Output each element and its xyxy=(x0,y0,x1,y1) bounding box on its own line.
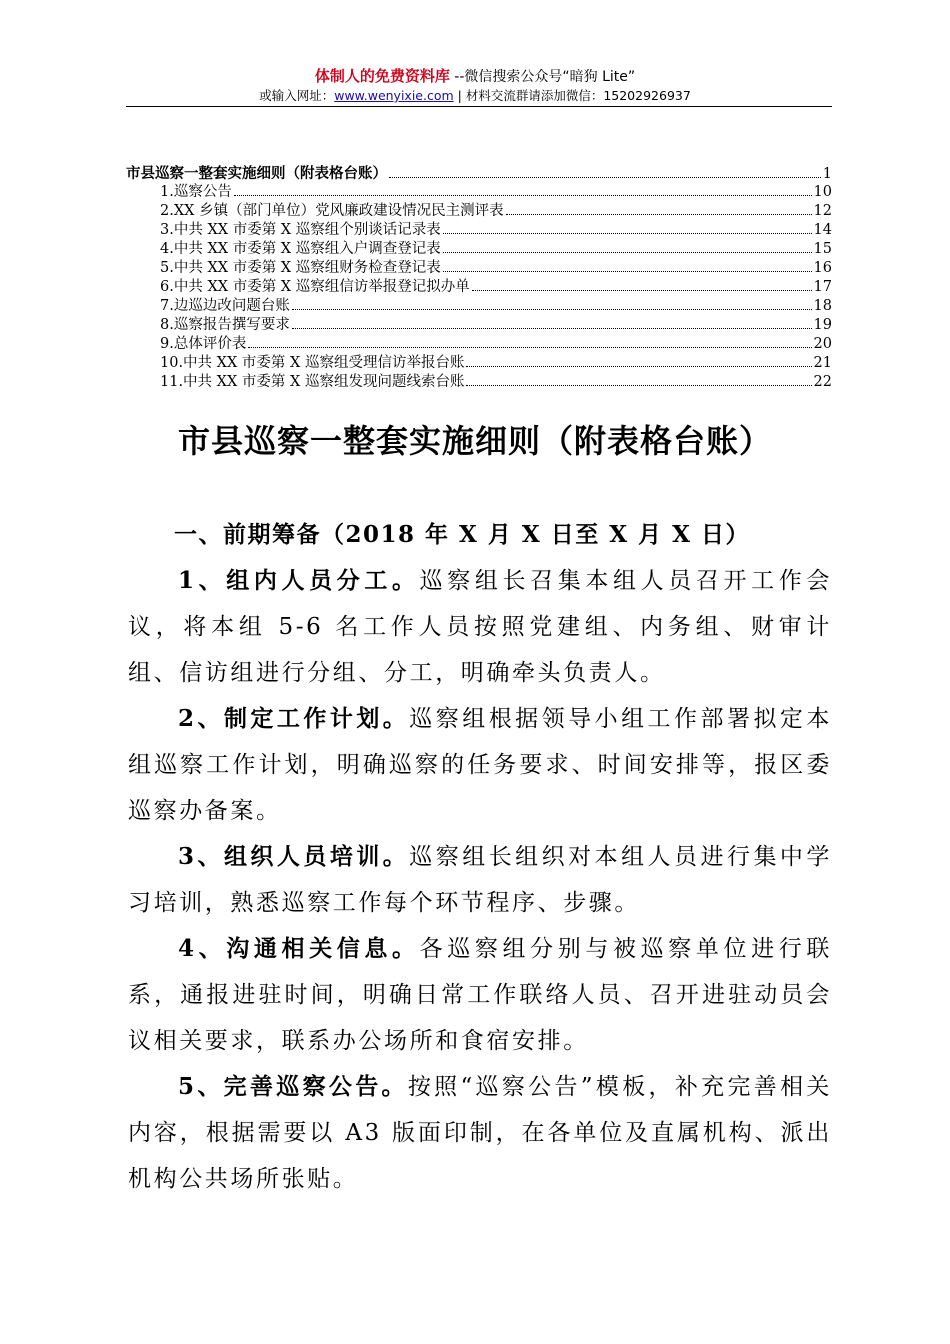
toc-leader xyxy=(234,195,812,196)
paragraph-lead: 2、制定工作计划。 xyxy=(178,705,410,732)
header-divider xyxy=(126,106,832,107)
toc-entry-title: 9.总体评价表 xyxy=(160,336,247,352)
body-paragraph xyxy=(128,1064,832,1202)
document-title: 市县巡察一整套实施细则（附表格台账） xyxy=(177,422,772,460)
toc-entry-page: 18 xyxy=(813,298,832,314)
toc-leader xyxy=(389,177,821,178)
toc-entry-page: 19 xyxy=(813,317,832,333)
toc-entry-title: 7.边巡边改问题台账 xyxy=(160,298,290,314)
toc-entry[interactable] xyxy=(126,316,832,335)
paragraph-text: 按照“巡察公告”模板，补充完善相关内容，根据需要以 A3 版面印制，在各单位及直属机构、派出机构公共场所张贴。 xyxy=(128,1074,833,1192)
toc-leader xyxy=(248,347,811,348)
toc-leader xyxy=(292,309,812,310)
toc-entry-title: 2.XX 乡镇（部门单位）党风廉政建设情况民主测评表 xyxy=(160,203,504,219)
header-url-link[interactable]: www.wenyixie.com xyxy=(334,88,454,103)
toc-leader xyxy=(443,271,812,272)
paragraph-text: 巡察组根据领导小组工作部署拟定本组巡察工作计划，明确巡察的任务要求、时间安排等，报区委巡察办备案。 xyxy=(128,706,832,824)
paragraph-text: 巡察组长组织对本组人员进行集中学习培训，熟悉巡察工作每个环节程序、步骤。 xyxy=(128,844,832,916)
toc-leader xyxy=(443,233,812,234)
toc-entry-page: 21 xyxy=(813,355,832,371)
toc-entry-title: 11.中共 XX 市委第 X 巡察组发现问题线索台账 xyxy=(160,374,465,390)
toc-entry-page: 20 xyxy=(813,336,832,352)
toc-entry-title: 市县巡察一整套实施细则（附表格台账） xyxy=(126,165,387,182)
table-of-contents xyxy=(126,164,832,392)
toc-entry[interactable] xyxy=(126,354,832,373)
toc-entry-page: 15 xyxy=(813,241,832,257)
toc-entry[interactable] xyxy=(126,297,832,316)
toc-leader xyxy=(466,366,811,367)
toc-entry-title: 3.中共 XX 市委第 X 巡察组个别谈话记录表 xyxy=(160,222,441,238)
page-header xyxy=(0,66,950,105)
toc-leader xyxy=(472,290,812,291)
paragraph-lead: 1、组内人员分工。 xyxy=(178,567,420,594)
toc-entry-title: 10.中共 XX 市委第 X 巡察组受理信访举报台账 xyxy=(160,355,465,371)
header-banner xyxy=(0,66,950,87)
toc-entry[interactable] xyxy=(126,202,832,221)
toc-entry[interactable] xyxy=(126,278,832,297)
toc-leader xyxy=(466,385,811,386)
toc-entry-title: 6.中共 XX 市委第 X 巡察组信访举报登记拟办单 xyxy=(160,279,470,295)
paragraph-text: 巡察组长召集本组人员召开工作会议，将本组 5-6 名工作人员按照党建组、内务组、财审计组、信访组进行分组、分工，明确牵头负责人。 xyxy=(128,568,833,686)
header-contact-suffix: | 材料交流群请添加微信：15202926937 xyxy=(453,88,691,103)
toc-entry[interactable] xyxy=(126,164,832,183)
toc-entry[interactable] xyxy=(126,335,832,354)
toc-entry[interactable] xyxy=(126,373,832,392)
toc-leader xyxy=(443,252,812,253)
toc-entry[interactable] xyxy=(126,259,832,278)
toc-entry[interactable] xyxy=(126,221,832,240)
body-paragraph xyxy=(128,696,832,834)
header-url-prefix: 或输入网址： xyxy=(259,88,335,103)
toc-entry-title: 5.中共 XX 市委第 X 巡察组财务检查登记表 xyxy=(160,260,441,276)
section-heading: 一、前期筹备（2018 年 X 月 X 日至 X 月 X 日） xyxy=(174,521,750,548)
toc-entry-page: 1 xyxy=(822,166,832,182)
toc-entry-page: 12 xyxy=(813,203,832,219)
paragraph-lead: 4、沟通相关信息。 xyxy=(178,935,420,962)
toc-entry[interactable] xyxy=(126,240,832,259)
toc-entry-page: 10 xyxy=(813,184,832,200)
toc-entry[interactable] xyxy=(126,183,832,202)
paragraph-lead: 3、组织人员培训。 xyxy=(178,843,410,870)
toc-entry-page: 17 xyxy=(813,279,832,295)
header-brand: 体制人的免费资料库 xyxy=(314,67,450,85)
body-paragraph xyxy=(128,558,832,696)
body-paragraph xyxy=(128,834,832,926)
toc-entry-title: 4.中共 XX 市委第 X 巡察组入户调查登记表 xyxy=(160,241,441,257)
paragraph-text: 各巡察组分别与被巡察单位进行联系，通报进驻时间，明确日常工作联络人员、召开进驻动员会议相关要求，联系办公场所和食宿安排。 xyxy=(128,936,833,1054)
toc-entry-title: 8.巡察报告撰写要求 xyxy=(160,317,290,333)
toc-leader xyxy=(292,328,812,329)
toc-entry-page: 16 xyxy=(813,260,832,276)
header-tagline: --微信搜索公众号“暗狗 Lite” xyxy=(449,69,636,85)
body-paragraph xyxy=(128,926,832,1064)
paragraph-lead: 5、完善巡察公告。 xyxy=(178,1073,408,1100)
toc-entry-page: 22 xyxy=(813,374,832,390)
header-contact xyxy=(0,87,950,105)
toc-entry-page: 14 xyxy=(813,222,832,238)
toc-leader xyxy=(506,214,812,215)
document-body xyxy=(128,512,832,1202)
toc-entry-title: 1.巡察公告 xyxy=(160,184,232,200)
